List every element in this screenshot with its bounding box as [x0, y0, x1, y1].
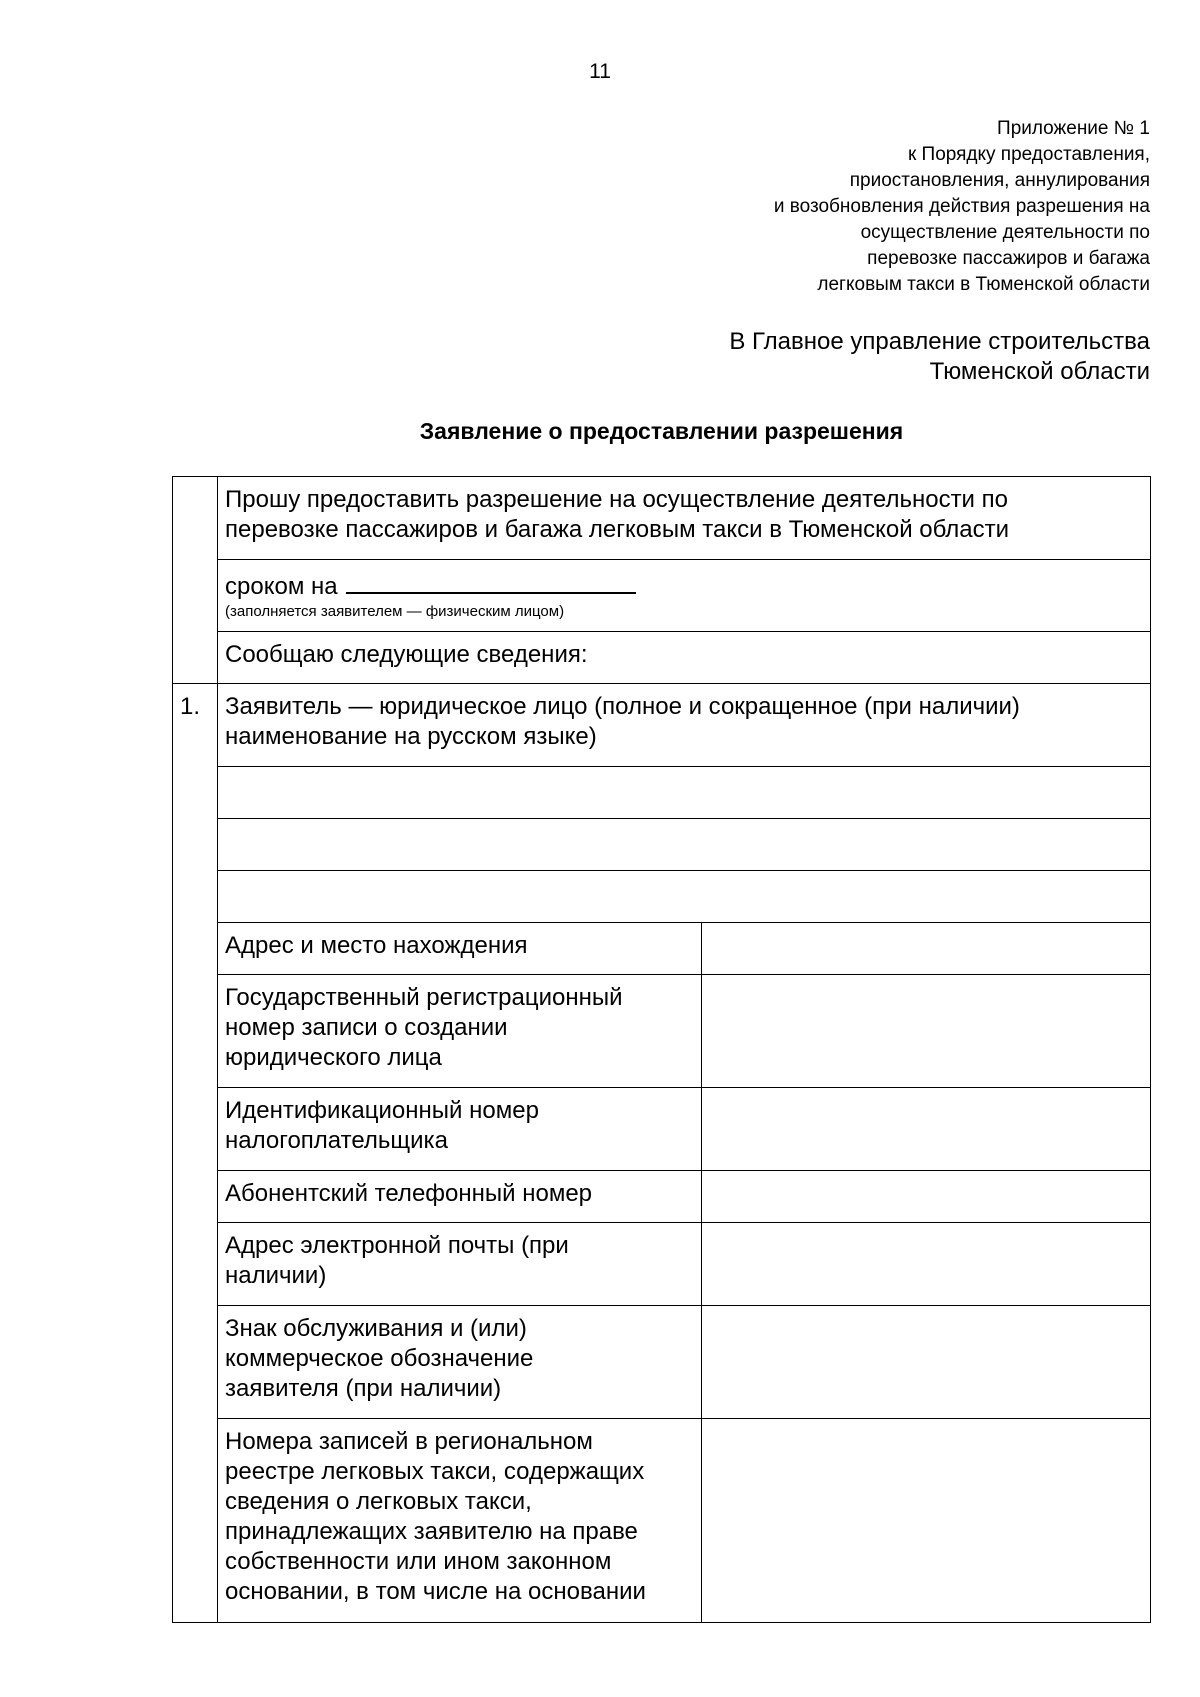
field-label-line: юридического лица	[225, 1044, 442, 1071]
request-cell	[218, 477, 1151, 560]
applicant-name-blank[interactable]	[218, 819, 1151, 871]
field-label-phone	[218, 1171, 702, 1223]
document-title: Заявление о предоставлении разрешения	[419, 418, 904, 444]
field-label-line: Номера записей в региональном	[225, 1428, 593, 1455]
table-row	[173, 560, 1151, 632]
field-label-inn	[218, 1088, 702, 1171]
appendix-line: приостановления, аннулирования	[849, 170, 1150, 191]
field-label-line: принадлежащих заявителю на праве	[225, 1518, 638, 1545]
field-label-line: заявителя (при наличии)	[225, 1375, 502, 1402]
field-label-line: Адрес электронной почты (при	[225, 1232, 569, 1259]
field-value-trademark[interactable]	[702, 1306, 1151, 1419]
term-cell	[218, 560, 1151, 632]
table-row	[173, 1088, 1151, 1171]
field-label-line: коммерческое обозначение	[225, 1345, 534, 1372]
addressee	[450, 327, 1150, 387]
field-value-phone[interactable]	[702, 1171, 1151, 1223]
table-row	[173, 819, 1151, 871]
page-number: 11	[589, 60, 611, 83]
table-row	[173, 975, 1151, 1088]
term-input-line[interactable]	[346, 568, 636, 594]
field-value-inn[interactable]	[702, 1088, 1151, 1171]
field-label-line: Абонентский телефонный номер	[225, 1180, 593, 1207]
appendix-reference	[550, 116, 1150, 298]
field-label-registry-records	[218, 1419, 702, 1623]
field-label-email	[218, 1223, 702, 1306]
appendix-line: легковым такси в Тюменской области	[817, 274, 1150, 295]
appendix-line: осуществление деятельности по	[860, 222, 1150, 243]
table-row	[173, 1171, 1151, 1223]
field-label-ogrn	[218, 975, 702, 1088]
request-line: Прошу предоставить разрешение на осуществление деятельности по	[225, 486, 1008, 513]
field-label-line: номер записи о создании	[225, 1014, 508, 1041]
field-label-line: реестре легковых такси, содержащих	[225, 1458, 645, 1485]
addressee-line: Тюменской области	[929, 358, 1150, 385]
section-number: 1.	[173, 684, 218, 1623]
field-label-trademark	[218, 1306, 702, 1419]
applicant-name-blank[interactable]	[218, 871, 1151, 923]
field-value-email[interactable]	[702, 1223, 1151, 1306]
table-row	[173, 477, 1151, 560]
applicant-title-line: Заявитель — юридическое лицо (полное и сокращенное (при наличии)	[225, 693, 1020, 720]
request-line: перевозке пассажиров и багажа легковым такси в Тюменской области	[225, 516, 1010, 543]
term-note: (заполняется заявителем — физическим лицом)	[225, 603, 565, 620]
field-label-line: Государственный регистрационный	[225, 984, 623, 1011]
field-label-line: Знак обслуживания и (или)	[225, 1315, 527, 1342]
number-cell-empty	[173, 477, 218, 684]
addressee-line: В Главное управление строительства	[729, 328, 1150, 355]
applicant-name-blank[interactable]	[218, 767, 1151, 819]
field-label-line: налогоплательщика	[225, 1127, 448, 1154]
info-intro-cell: Сообщаю следующие сведения:	[218, 632, 1151, 684]
table-row	[173, 1306, 1151, 1419]
field-value-ogrn[interactable]	[702, 975, 1151, 1088]
table-row	[173, 684, 1151, 767]
field-label-line: основании, в том числе на основании	[225, 1578, 646, 1605]
field-label-address	[218, 923, 702, 975]
application-form-table	[172, 476, 1151, 1623]
field-value-address[interactable]	[702, 923, 1151, 975]
table-row	[173, 923, 1151, 975]
table-row	[173, 632, 1151, 684]
table-row	[173, 871, 1151, 923]
applicant-title-cell	[218, 684, 1151, 767]
field-label-line: Идентификационный номер	[225, 1097, 539, 1124]
field-value-registry-records[interactable]	[702, 1419, 1151, 1623]
field-label-line: сведения о легковых такси,	[225, 1488, 532, 1515]
field-label-line: собственности или ином законном	[225, 1548, 612, 1575]
table-row	[173, 1419, 1151, 1623]
appendix-line: и возобновления действия разрешения на	[773, 196, 1150, 217]
appendix-line: к Порядку предоставления,	[907, 144, 1150, 165]
field-label-line: наличии)	[225, 1262, 327, 1289]
field-label-line: Адрес и место нахождения	[225, 932, 528, 959]
table-row	[173, 1223, 1151, 1306]
appendix-line: перевозке пассажиров и багажа	[867, 248, 1150, 269]
applicant-title-line: наименование на русском языке)	[225, 723, 597, 750]
term-label: сроком на	[225, 573, 338, 600]
appendix-line: Приложение № 1	[997, 118, 1150, 139]
table-row	[173, 767, 1151, 819]
